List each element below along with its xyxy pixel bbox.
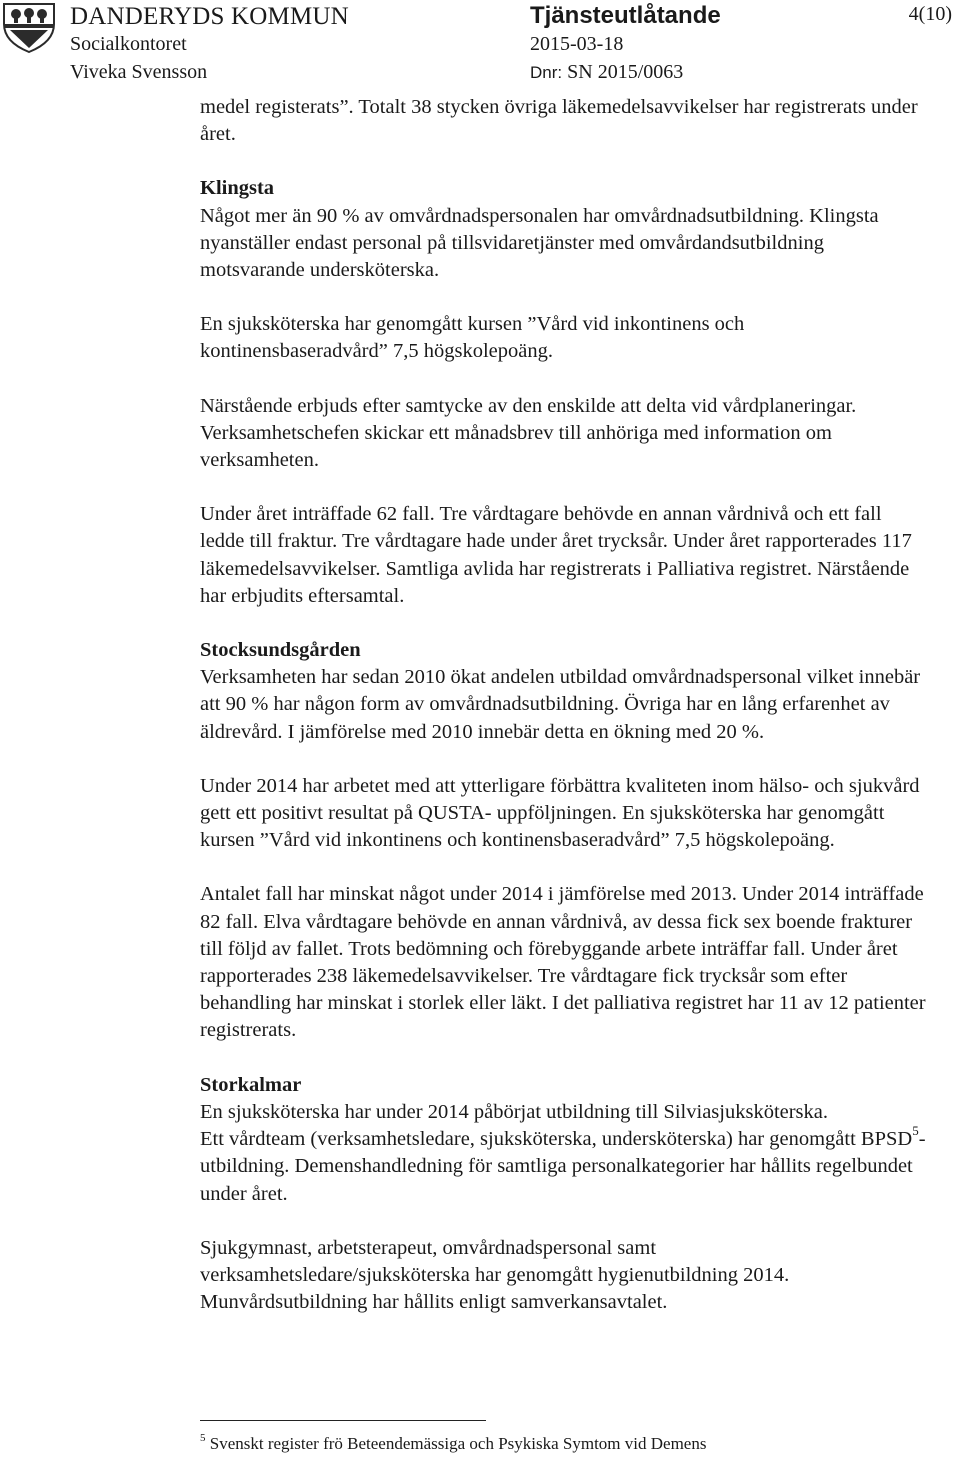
footnote	[200, 1434, 706, 1454]
registration-number	[530, 62, 683, 82]
klingsta-paragraph-3: Närstående erbjuds efter samtycke av den enskilde att delta vid vårdplaneringar. Verksamhetschefen skickar ett månadsbrev till anhöriga med information om verksamheten.	[200, 394, 857, 472]
document-date: 2015-03-18	[530, 33, 624, 55]
footnote-reference[interactable]: 5	[912, 1123, 919, 1139]
storkalmar-paragraph-1b	[200, 1123, 930, 1208]
footnote-number: 5	[200, 1432, 206, 1445]
footnote-divider	[200, 1420, 486, 1421]
storkalmar-paragraph-2: Sjukgymnast, arbetsterapeut, omvårdnadspersonal samt verksamhetsledare/sjuksköterska har genomgått hygienutbildning 2014. Munvårdsutbildning har hållits enligt samverkansavtalet.	[200, 1236, 790, 1314]
document-type: Tjänsteutlåtande	[530, 2, 721, 29]
intro-paragraph: medel registerats”. Totalt 38 stycken övriga läkemedelsavvikelser har registrerats under året.	[200, 96, 918, 146]
document-body	[200, 94, 930, 1343]
page-number: 4(10)	[908, 3, 952, 25]
storkalmar-text-before-footnote: Ett vårdteam (verksamhetsledare, sjuksköterska, undersköterska) har genomgått BPSD	[200, 1128, 913, 1151]
registration-number-label: Dnr:	[530, 63, 563, 82]
stocksund-paragraph-2: Under 2014 har arbetet med att ytterligare förbättra kvaliteten inom hälso- och sjukvård gett ett positivt resultat på QUSTA- uppföljningen. En sjuksköterska har genomgått kursen ”Vård vid inkontinens och kontinensbaseradvård” 7,5 högskolepoäng.	[200, 774, 920, 852]
section-heading-klingsta: Klingsta	[200, 177, 275, 200]
klingsta-paragraph-2: En sjuksköterska har genomgått kursen ”Vård vid inkontinens och kontinensbaseradvård” 7,5 högskolepoäng.	[200, 313, 745, 363]
storkalmar-paragraph-1a: En sjuksköterska har under 2014 påbörjat utbildning till Silviasjuksköterska.	[200, 1100, 829, 1123]
section-heading-storkalmar: Storkalmar	[200, 1073, 302, 1096]
municipal-coat-of-arms-icon	[2, 2, 56, 54]
registration-number-value: SN 2015/0063	[567, 61, 684, 83]
klingsta-paragraph-1: Något mer än 90 % av omvårdnadspersonalen har omvårdnadsutbildning. Klingsta nyanställer endast personal på tillsvidaretjänster med omvårdandsutbildning motsvarande undersköterska.	[200, 204, 879, 282]
klingsta-paragraph-4: Under året inträffade 62 fall. Tre vårdtagare behövde en annan vårdnivå och ett fall ledde till fraktur. Tre vårdtagare hade under året trycksår. Under året rapporterades 117 läkemedelsavvikelser. Samtliga avlida har registrerats i Palliativa registret. Närstående har erbjudits eftersamtal.	[200, 503, 912, 607]
stocksund-paragraph-1: Verksamheten har sedan 2010 ökat andelen utbildad omvårdnadspersonal vilket innebär att 90 % har någon form av omvårdnadsutbildning. Övriga har en lång erfarenhet av äldrevård. I jämförelse med 2010 innebär detta en ökning med 20 %.	[200, 666, 921, 743]
author-name: Viveka Svensson	[70, 61, 208, 83]
section-heading-stocksundsgarden: Stocksundsgården	[200, 639, 361, 662]
storkalmar-text-after-footnote: -utbildning. Demenshandledning för samtliga personalkategorier har hållits regelbundet under året.	[200, 1128, 926, 1205]
organization-name: DANDERYDS KOMMUN	[70, 3, 349, 30]
department-name: Socialkontoret	[70, 33, 187, 55]
footnote-text: Svenskt register frö Beteendemässiga och Psykiska Symtom vid Demens	[209, 1434, 707, 1453]
stocksund-paragraph-3: Antalet fall har minskat något under 2014 i jämförelse med 2013. Under 2014 inträffade 82 fall. Elva vårdtagare behövde en annan vårdnivå, av dessa fick sex boende frakturer till följd av fallet. Trots bedömning och förebyggande arbete inträffar fall. Under året rapporterades 238 läkemedelsavvikelser. Tre vårdtagare fick trycksår som efter behandling har minskat i storlek eller läkt. I det palliativa registret har 11 av 12 patienter registrerats.	[200, 883, 926, 1042]
